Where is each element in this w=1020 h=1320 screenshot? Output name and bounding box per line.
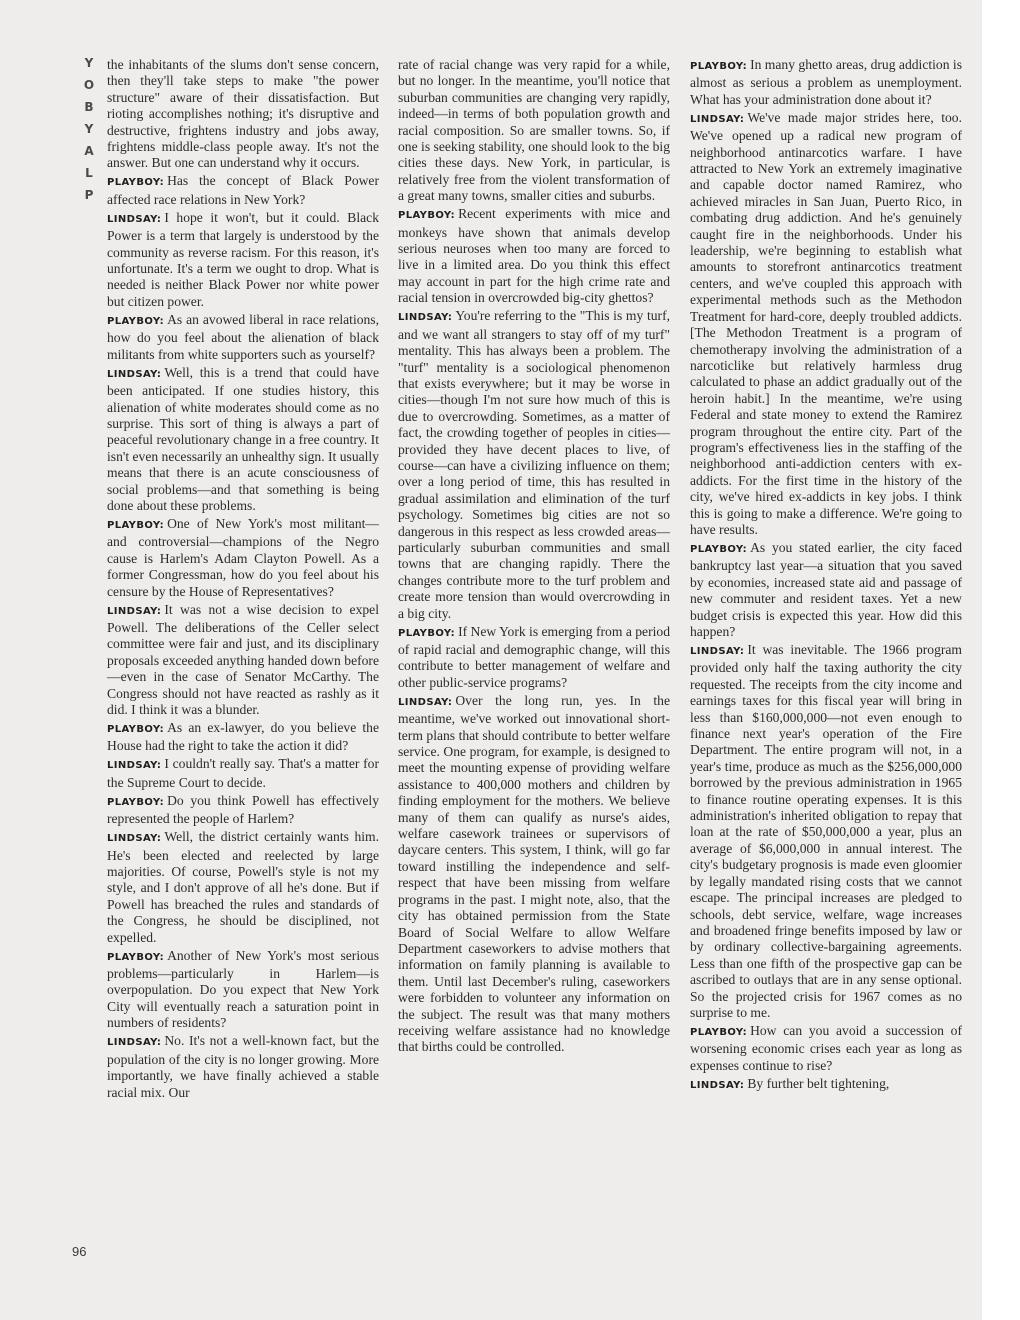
- speaker-label: LINDSAY:: [107, 760, 162, 772]
- paragraph-text: Well, this is a trend that could have been anticipated. If one studies history, this alienation of white moderates should come as no surprise. This sort of thing is always a part of peaceful revolutionary change in a free country. It isn't even necessarily an unhealthy sign. It usually means that there is an acute consciousness of social problems—and that something is being done about these problems.: [107, 364, 379, 513]
- paragraph-text: No. It's not a well-known fact, but the population of the city is no longer growing. More importantly, we have finally achieved a stable racial mix. Our: [107, 1033, 379, 1100]
- interview-paragraph: [107, 602, 379, 719]
- speaker-label: LINDSAY:: [398, 312, 453, 324]
- speaker-label: LINDSAY:: [690, 1079, 745, 1091]
- speaker-label: PLAYBOY:: [398, 627, 456, 639]
- speaker-label: PLAYBOY:: [107, 951, 165, 963]
- speaker-label: LINDSAY:: [107, 213, 162, 225]
- paragraph-text: As you stated earlier, the city faced bankruptcy last year—a situation that you saved by economies, increased state aid and passage of new commuter and resident taxes. Yet a new budget crisis is expected this year. How did this happen?: [690, 539, 962, 639]
- paragraph-text: It was not a wise decision to expel Powell. The deliberations of the Celler select committee were fair and just, and its disciplinary proposals exceeded anything handed down before—even in the case of Senator McCarthy. The Congress should not have reacted as rashly as it did. I think it was a blunder.: [107, 601, 379, 717]
- speaker-label: LINDSAY:: [107, 1037, 162, 1049]
- paragraph-text: the inhabitants of the slums don't sense concern, then they'll take steps to make "the power structure" aware of their dissatisfaction. But rioting accomplishes nothing; it's disruptive and destructive, frightens industry and jobs away, frightens middle-class people away. It's not the answer. But one can understand why it occurs.: [107, 57, 379, 171]
- interview-paragraph: [107, 516, 379, 600]
- interview-paragraph: [398, 308, 670, 622]
- speaker-label: PLAYBOY:: [107, 796, 165, 808]
- paragraph-text: One of New York's most militant—and controversial—champions of the Negro cause is Harlem's Adam Clayton Powell. As a former Congressman, how do you feel about his censure by the House of Representatives?: [107, 515, 379, 599]
- paragraph-text: In many ghetto areas, drug addiction is almost as serious a problem as unemployment. What has your administration done about it?: [690, 57, 962, 107]
- paragraph-text: Recent experiments with mice and monkeys have shown that animals develop serious neuroses when too many are forced to live in a limited area. Do you think this effect may account in part for the high crime rate and racial tension in overcrowded big-city ghettos?: [398, 206, 670, 306]
- interview-paragraph: [107, 829, 379, 946]
- speaker-label: PLAYBOY:: [690, 61, 748, 72]
- magazine-name-letter: P: [84, 188, 94, 202]
- paragraph-text: Another of New York's most serious problems—particularly in Harlem—is overpopulation. Do you expect that New York City will eventually reach a saturation point in numbers of residents?: [107, 947, 379, 1031]
- magazine-name-letter: B: [84, 100, 94, 114]
- interview-paragraph: [107, 365, 379, 515]
- interview-paragraph: [107, 948, 379, 1032]
- interview-paragraph: [107, 173, 379, 208]
- interview-paragraph: [690, 540, 962, 640]
- interview-paragraph: [107, 210, 379, 310]
- paragraph-text: Do you think Powell has effectively represented the people of Harlem?: [107, 792, 379, 827]
- speaker-label: PLAYBOY:: [107, 315, 165, 327]
- speaker-label: LINDSAY:: [690, 113, 745, 125]
- paragraph-text: As an ex-lawyer, do you believe the House had the right to take the action it did?: [107, 720, 379, 754]
- page-number: 96: [72, 1244, 87, 1259]
- magazine-name-letter: Y: [84, 122, 94, 136]
- page-edge: [982, 0, 1020, 1320]
- continued-paragraph: [398, 57, 670, 205]
- interview-paragraph: [107, 312, 379, 363]
- speaker-label: PLAYBOY:: [398, 210, 456, 222]
- paragraph-text: Over the long run, yes. In the meantime, we've worked out innovational short-term plans that should contribute to better welfare service. One program, for example, is designed to meet the mounting expense of providing welfare assistance to 400,000 mothers and children by finding employment for the mothers. We believe many of them can qualify as nurse's aides, welfare casework trainees or supervisors of daycare centers. This system, I think, will go far toward instilling the independence and self-respect that have been missing from welfare programs in the past. I might note, also, that the city has obtained permission from the State Board of Social Welfare to allow Welfare Department caseworkers to advise mothers that information on family planning is available to them. Until last December's ruling, caseworkers were forbidden to volunteer any information on the subject. The result was that many mothers receiving welfare assistance had no knowledge that births could be controlled.: [398, 692, 670, 1055]
- interview-paragraph: [107, 720, 379, 755]
- paragraph-text: Has the concept of Black Power affected race relations in New York?: [107, 173, 379, 207]
- interview-paragraph: [398, 206, 670, 306]
- paragraph-text: Well, the district certainly wants him. He's been elected and reelected by large majorities. Of course, Powell's style is not my style, and I don't approve of all he's done. But if Powell has breached the rules and standards of the Congress, he should be disciplined, not expelled.: [107, 829, 379, 945]
- speaker-label: LINDSAY:: [107, 833, 162, 845]
- paragraph-text: rate of racial change was very rapid for a while, but no longer. In the meantime, you'll notice that suburban communities are changing very rapidly, indeed—in terms of both population growth and racial composition. So are smaller towns. So, if one is seeking stability, one should look to the big cities these days. New York, in particular, is relatively free from the violent transformation of a great many towns, smaller cities and suburbs.: [398, 57, 670, 204]
- interview-paragraph: [107, 1033, 379, 1101]
- text-column-1: [107, 57, 379, 1103]
- interview-paragraph: [690, 1076, 962, 1094]
- speaker-label: PLAYBOY:: [107, 724, 165, 735]
- paragraph-text: It was inevitable. The 1966 program provided only half the taxing authority the city requested. The receipts from the city income and earnings taxes for this fiscal year will bring in less than $160,000,000—not even enough to finance next year's operation of the Fire Department. The entire program will not, in a year's time, produce as much as the $256,000,000 borrowed by the previous administration in 1965 to finance routine operating expenses. It is this administration's inherited obligation to repay that loan at the rate of $50,000,000 a year, plus an average of $6,000,000 in annual interest. The city's budgetary prognosis is made even gloomier by legally mandated rising costs that we cannot escape. The principal increases are pledged to schools, debt service, welfare, wage increases and broadened fringe benefits imposed by law or by ordinary collective-bargaining agreements. Less than one fifth of the prospective gap can be ascribed to outlays that are in any sense optional. So the projected crisis for 1967 comes as no surprise to me.: [690, 642, 962, 1020]
- paragraph-text: If New York is emerging from a period of rapid racial and demographic change, will this contribute to better management of welfare and other public-service programs?: [398, 623, 670, 690]
- interview-paragraph: [107, 793, 379, 828]
- magazine-name-letter: A: [84, 144, 94, 158]
- magazine-name-letter: O: [83, 78, 95, 92]
- interview-paragraph: [398, 693, 670, 1056]
- text-column-2: [398, 57, 670, 1057]
- interview-paragraph: [690, 110, 962, 539]
- paragraph-text: I couldn't really say. That's a matter for the Supreme Court to decide.: [107, 756, 379, 790]
- interview-paragraph: [398, 624, 670, 692]
- magazine-name-vertical: [71, 52, 107, 206]
- paragraph-text: By further belt tightening,: [747, 1075, 890, 1091]
- text-column-3: [690, 57, 962, 1096]
- continued-paragraph: [107, 57, 379, 172]
- interview-paragraph: [690, 57, 962, 108]
- speaker-label: PLAYBOY:: [690, 543, 748, 555]
- speaker-label: LINDSAY:: [690, 646, 745, 657]
- interview-paragraph: [107, 756, 379, 791]
- speaker-label: LINDSAY:: [107, 605, 162, 617]
- paragraph-text: You're referring to the "This is my turf, and we want all strangers to stay off of my turf" mentality. This has always been a problem. The "turf" mentality is a sociological phenomenon that exists everywhere; but it may be worse in cities—though I'm not sure how much of this is due to overcrowding. Sometimes, as a matter of fact, the crowding together of peoples in cities—provided they have decent places to live, of course—can have a civilizing influence on them; over a long period of time, this has resulted in gradual assimilation and elimination of the turf psychology. Sometimes big cities are not so dangerous in this respect as less crowded areas—particularly suburban communities and small towns that are changing rapidly. There the changes contribute more to the turf problem and create more tension than would overcrowding in a big city.: [398, 308, 670, 621]
- paragraph-text: I hope it won't, but it could. Black Power is a term that largely is understood by the community as reverse racism. For this reason, it's unfortunate. It's a term we ought to drop. What is needed is neither Black Power nor white power but citizen power.: [107, 209, 379, 309]
- magazine-name-letter: L: [85, 166, 93, 180]
- interview-paragraph: [690, 642, 962, 1021]
- speaker-label: LINDSAY:: [107, 368, 162, 380]
- speaker-label: LINDSAY:: [398, 696, 453, 708]
- speaker-label: PLAYBOY:: [107, 519, 165, 531]
- interview-paragraph: [690, 1023, 962, 1074]
- paragraph-text: How can you avoid a succession of worsening economic crises each year as long as expenses continue to rise?: [690, 1022, 962, 1073]
- paragraph-text: As an avowed liberal in race relations, how do you feel about the alienation of black militants from white supporters such as yourself?: [107, 311, 379, 362]
- paragraph-text: We've made major strides here, too. We've opened up a radical new program of neighborhood antinarcotics warfare. I have attracted to New York an extremely imaginative and capable doctor named Ramirez, who achieved miracles in San Juan, Puerto Rico, in combating drug addiction. And he's genuinely caught fire in the neighborhoods. Under his leadership, we're beginning to establish what amounts to storefront antinarcotics treatment centers, and we've coupled this approach with experimental methods such as the Methodon Treatment for hard-core, deeply troubled addicts. [The Methodon Treatment is a program of chemotherapy involving the administration of a narcoticlike but relatively harmless drug calculated to phase an addict gradually out of the heroin habit.] In the meantime, we're using Federal and state money to extend the Ramirez program throughout the entire city. Part of the program's effectiveness lies in the staffing of the neighborhood anti-addiction centers with ex-addicts. For the first time in the history of the city, we've hired ex-addicts in key jobs. I think this is going to make a difference. We're going to have results.: [690, 109, 962, 537]
- magazine-name-letter: Y: [84, 56, 94, 70]
- speaker-label: PLAYBOY:: [107, 177, 165, 189]
- speaker-label: PLAYBOY:: [690, 1026, 748, 1038]
